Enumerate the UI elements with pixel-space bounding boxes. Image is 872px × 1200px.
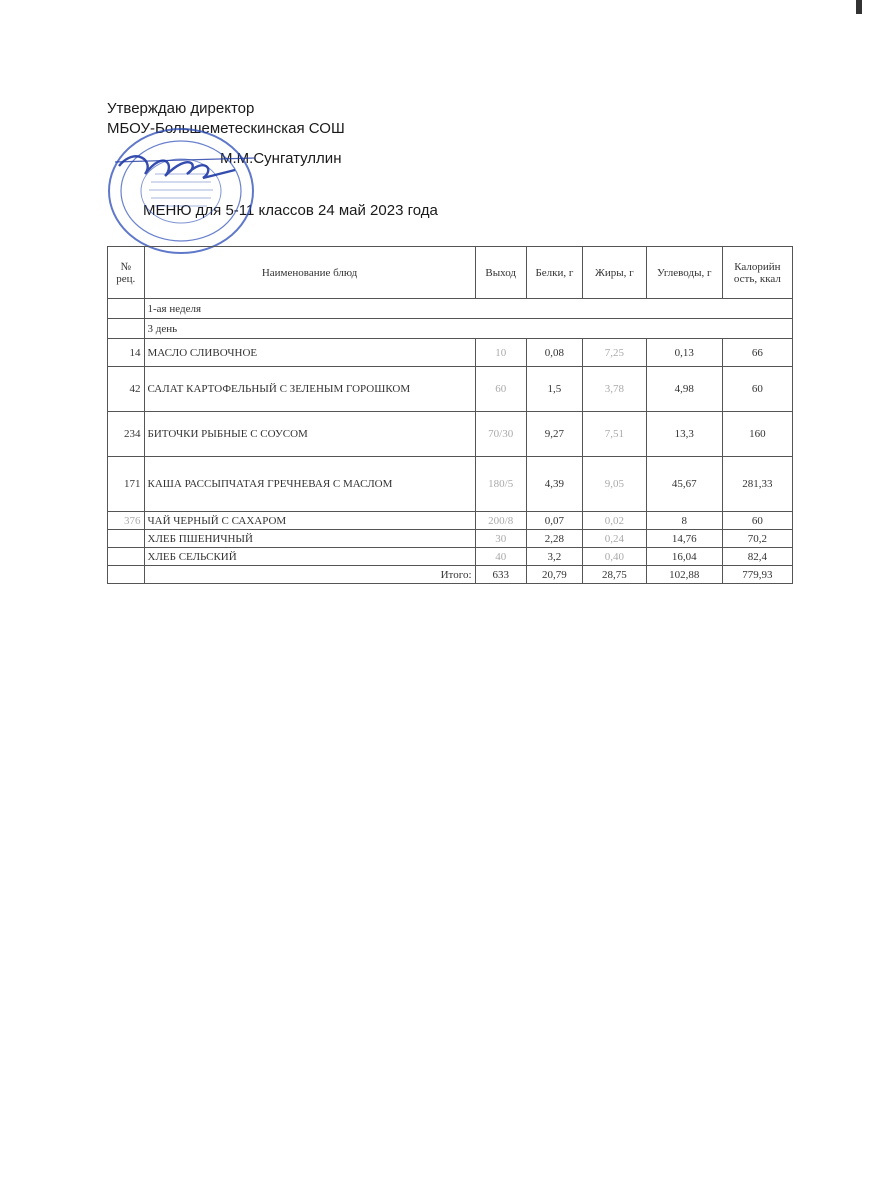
fat-cell: 0,24 bbox=[582, 530, 646, 548]
carbs-cell: 4,98 bbox=[646, 367, 722, 412]
school-name: МБОУ-Большеметескинская СОШ bbox=[107, 120, 345, 137]
col-header-num: № рец. bbox=[108, 247, 145, 299]
table-row bbox=[108, 548, 793, 566]
fat-cell: 7,25 bbox=[582, 339, 646, 367]
dish-name: ЧАЙ ЧЕРНЫЙ С САХАРОМ bbox=[144, 512, 475, 530]
yield-cell: 30 bbox=[475, 530, 526, 548]
approval-heading: Утверждаю директор bbox=[107, 100, 255, 117]
recipe-num bbox=[108, 548, 145, 566]
yield-cell: 40 bbox=[475, 548, 526, 566]
scan-edge-mark bbox=[856, 0, 862, 14]
recipe-num: 376 bbox=[108, 512, 145, 530]
dish-name: КАША РАССЫПЧАТАЯ ГРЕЧНЕВАЯ С МАСЛОМ bbox=[144, 457, 475, 512]
calories-cell: 281,33 bbox=[722, 457, 792, 512]
dish-name: МАСЛО СЛИВОЧНОЕ bbox=[144, 339, 475, 367]
col-header-yield: Выход bbox=[475, 247, 526, 299]
day-num-cell bbox=[108, 319, 145, 339]
yield-cell: 180/5 bbox=[475, 457, 526, 512]
total-num-cell bbox=[108, 566, 145, 584]
calories-cell: 66 bbox=[722, 339, 792, 367]
protein-cell: 3,2 bbox=[526, 548, 582, 566]
recipe-num: 14 bbox=[108, 339, 145, 367]
col-header-calories: Калорийн ость, ккал bbox=[722, 247, 792, 299]
total-yield: 633 bbox=[475, 566, 526, 584]
col-header-fat: Жиры, г bbox=[582, 247, 646, 299]
week-row bbox=[108, 299, 793, 319]
total-fat: 28,75 bbox=[582, 566, 646, 584]
carbs-cell: 16,04 bbox=[646, 548, 722, 566]
school-seal-stamp bbox=[105, 126, 257, 256]
yield-cell: 200/8 bbox=[475, 512, 526, 530]
total-row bbox=[108, 566, 793, 584]
yield-cell: 70/30 bbox=[475, 412, 526, 457]
col-header-carbs: Углеводы, г bbox=[646, 247, 722, 299]
calories-cell: 70,2 bbox=[722, 530, 792, 548]
recipe-num bbox=[108, 530, 145, 548]
recipe-num: 42 bbox=[108, 367, 145, 412]
calories-cell: 82,4 bbox=[722, 548, 792, 566]
dish-name: ХЛЕБ СЕЛЬСКИЙ bbox=[144, 548, 475, 566]
protein-cell: 9,27 bbox=[526, 412, 582, 457]
total-calories: 779,93 bbox=[722, 566, 792, 584]
total-protein: 20,79 bbox=[526, 566, 582, 584]
recipe-num: 171 bbox=[108, 457, 145, 512]
carbs-cell: 0,13 bbox=[646, 339, 722, 367]
yield-cell: 60 bbox=[475, 367, 526, 412]
total-carbs: 102,88 bbox=[646, 566, 722, 584]
table-header-row bbox=[108, 247, 793, 299]
day-row bbox=[108, 319, 793, 339]
col-header-name: Наименование блюд bbox=[144, 247, 475, 299]
fat-cell: 3,78 bbox=[582, 367, 646, 412]
menu-table bbox=[107, 246, 793, 584]
fat-cell: 7,51 bbox=[582, 412, 646, 457]
carbs-cell: 14,76 bbox=[646, 530, 722, 548]
recipe-num: 234 bbox=[108, 412, 145, 457]
table-row bbox=[108, 457, 793, 512]
calories-cell: 60 bbox=[722, 512, 792, 530]
yield-cell: 10 bbox=[475, 339, 526, 367]
fat-cell: 0,02 bbox=[582, 512, 646, 530]
total-label: Итого: bbox=[144, 566, 475, 584]
table-row bbox=[108, 530, 793, 548]
dish-name: БИТОЧКИ РЫБНЫЕ С СОУСОМ bbox=[144, 412, 475, 457]
protein-cell: 0,08 bbox=[526, 339, 582, 367]
calories-cell: 60 bbox=[722, 367, 792, 412]
day-label: 3 день bbox=[144, 319, 793, 339]
table-row bbox=[108, 367, 793, 412]
dish-name: ХЛЕБ ПШЕНИЧНЫЙ bbox=[144, 530, 475, 548]
protein-cell: 0,07 bbox=[526, 512, 582, 530]
fat-cell: 9,05 bbox=[582, 457, 646, 512]
week-num-cell bbox=[108, 299, 145, 319]
week-label: 1-ая неделя bbox=[144, 299, 793, 319]
protein-cell: 2,28 bbox=[526, 530, 582, 548]
table-row bbox=[108, 512, 793, 530]
col-header-protein: Белки, г bbox=[526, 247, 582, 299]
director-name: М.М.Сунгатуллин bbox=[220, 150, 342, 167]
protein-cell: 1,5 bbox=[526, 367, 582, 412]
carbs-cell: 13,3 bbox=[646, 412, 722, 457]
calories-cell: 160 bbox=[722, 412, 792, 457]
carbs-cell: 45,67 bbox=[646, 457, 722, 512]
protein-cell: 4,39 bbox=[526, 457, 582, 512]
carbs-cell: 8 bbox=[646, 512, 722, 530]
table-row bbox=[108, 412, 793, 457]
dish-name: САЛАТ КАРТОФЕЛЬНЫЙ С ЗЕЛЕНЫМ ГОРОШКОМ bbox=[144, 367, 475, 412]
table-row bbox=[108, 339, 793, 367]
menu-title: МЕНЮ для 5-11 классов 24 май 2023 года bbox=[143, 202, 438, 219]
fat-cell: 0,40 bbox=[582, 548, 646, 566]
